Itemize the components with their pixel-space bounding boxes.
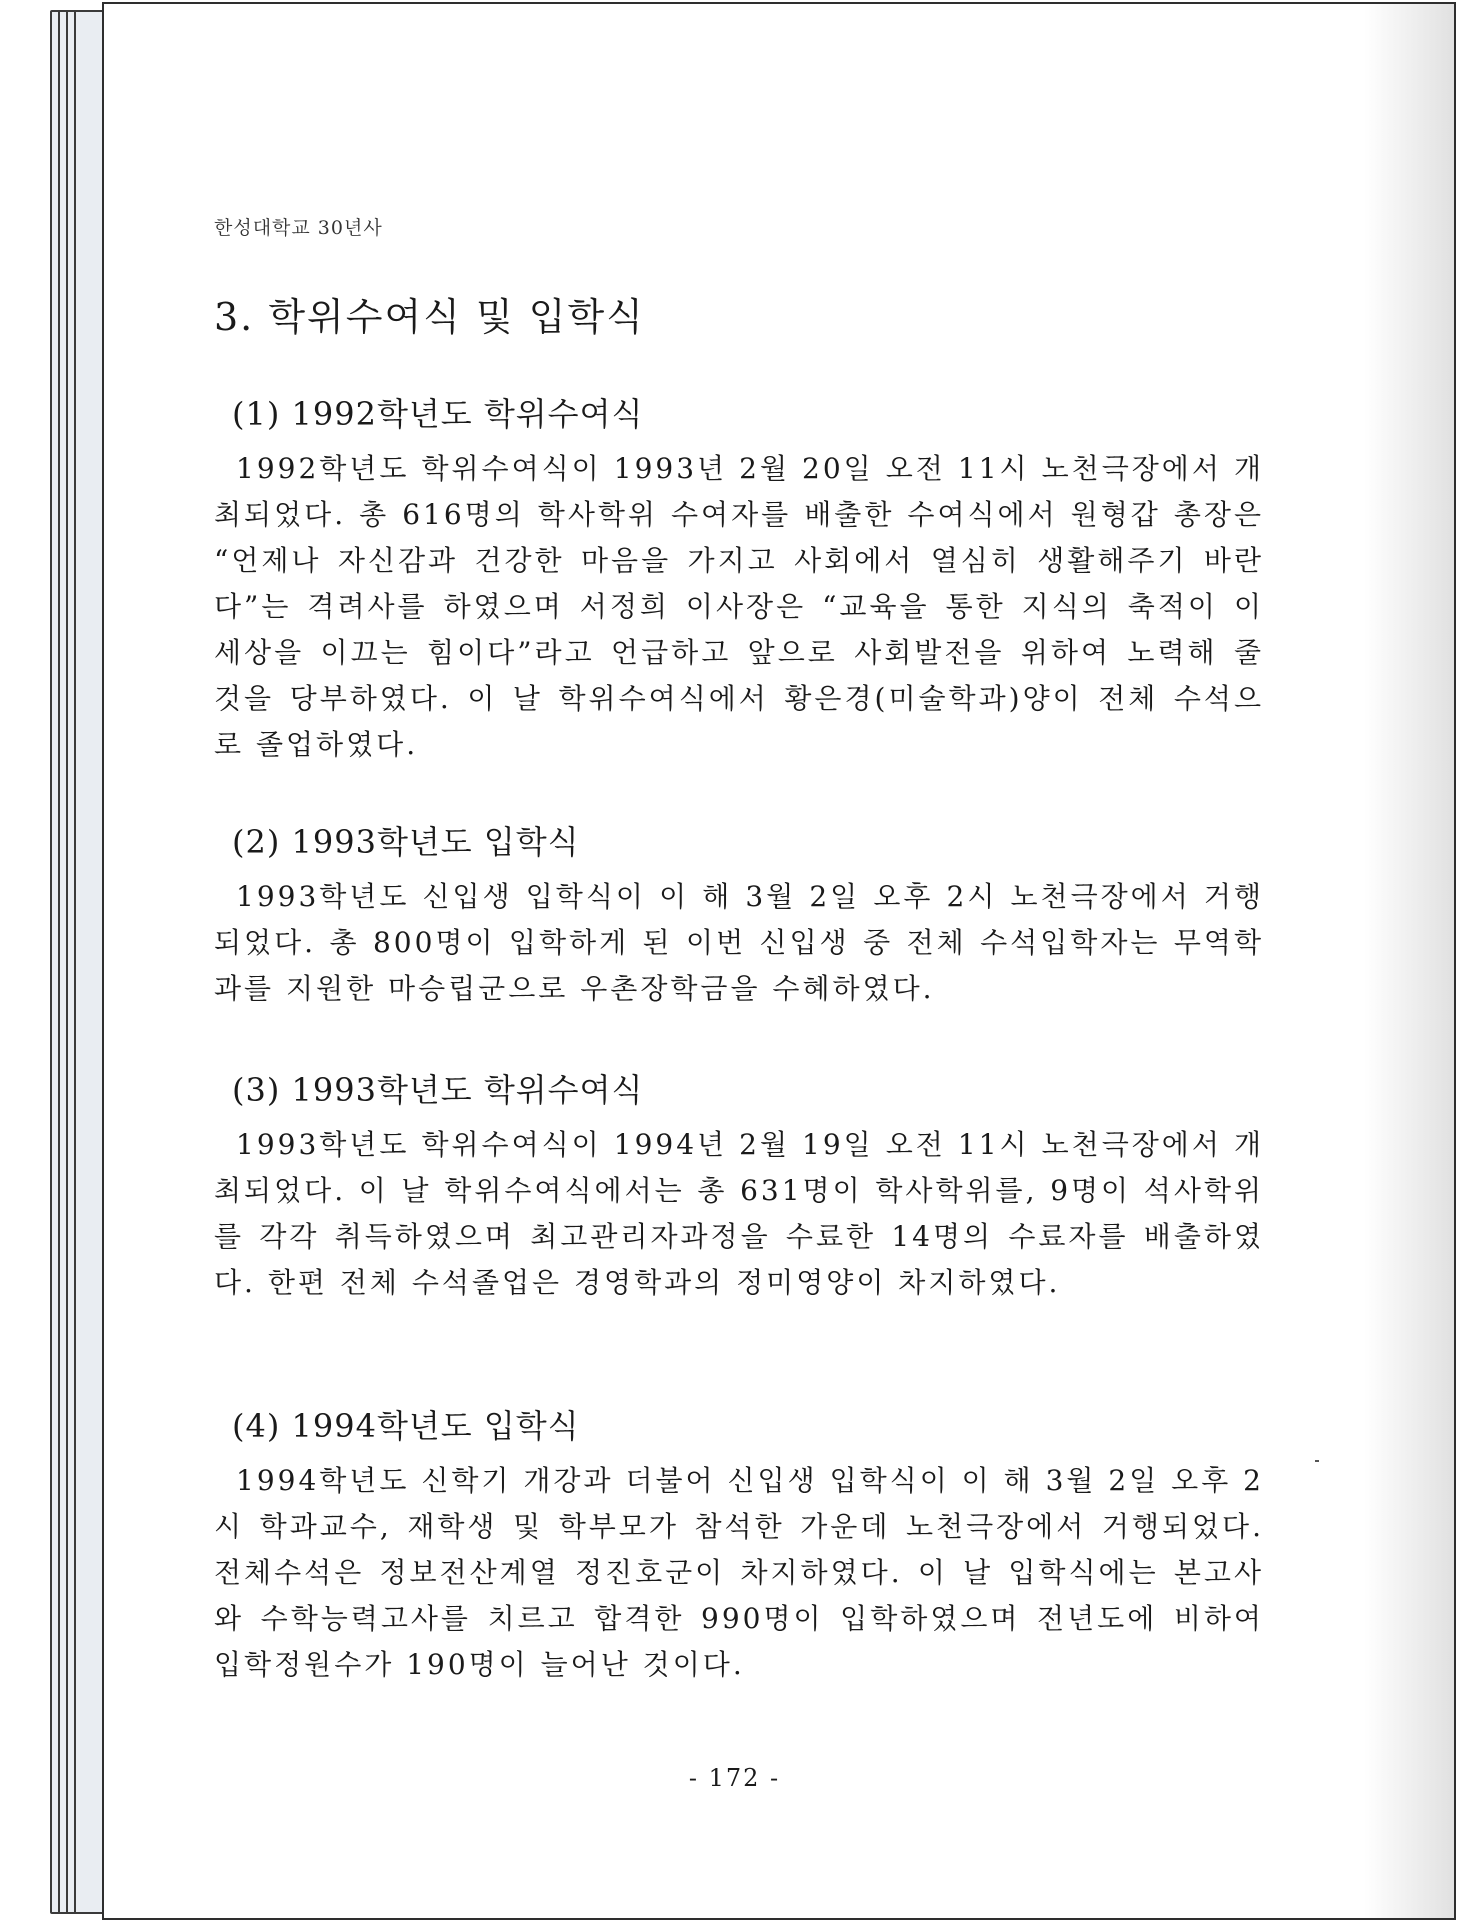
running-header: 한성대학교 30년사: [214, 217, 383, 239]
section-1994-entrance: [214, 1404, 1264, 1688]
section-1993-entrance: [214, 820, 1264, 1012]
section-body: 1992학년도 학위수여식이 1993년 2월 20일 오전 11시 노천극장에서 개최되었다. 총 616명의 학사학위 수여자를 배출한 수여식에서 원형갑 총장은 “언제나 자신감과 건강한 마음을 가지고 사회에서 열심히 생활해주기 바란다”는 격려사를 하였으며 서정희 이사장은 “교육을 통한 지식의 축적이 이 세상을 이끄는 힘이다”라고 언급하고 앞으로 사회발전을 위하여 노력해 줄 것을 당부하였다. 이 날 학위수여식에서 황은경(미술학과)양이 전체 수석으로 졸업하였다.: [214, 452, 1264, 761]
chapter-title: 3. 학위수여식 및 입학식: [214, 295, 645, 339]
book-page-edges: [50, 10, 110, 1910]
section-1992-graduation: [214, 392, 1264, 768]
section-heading: (1) 1992학년도 학위수여식: [232, 395, 644, 433]
page-shadow: [1364, 4, 1454, 1918]
section-body: 1993학년도 신입생 입학식이 이 해 3월 2일 오후 2시 노천극장에서 거행되었다. 총 800명이 입학하게 된 이번 신입생 중 전체 수석입학자는 무역학과를 지원한 마승립군으로 우촌장학금을 수혜하였다.: [214, 880, 1264, 1005]
section-heading: (2) 1993학년도 입학식: [232, 823, 580, 861]
section-1993-graduation: [214, 1068, 1264, 1306]
section-body: 1993학년도 학위수여식이 1994년 2월 19일 오전 11시 노천극장에서 개최되었다. 이 날 학위수여식에서는 총 631명이 학사학위를, 9명이 석사학위를 각각 취득하였으며 최고관리자과정을 수료한 14명의 수료자를 배출하였다. 한편 전체 수석졸업은 경영학과의 정미영양이 차지하였다.: [214, 1128, 1264, 1299]
section-heading: (3) 1993학년도 학위수여식: [232, 1071, 644, 1109]
section-body: 1994학년도 신학기 개강과 더불어 신입생 입학식이 이 해 3월 2일 오후 2시 학과교수, 재학생 및 학부모가 참석한 가운데 노천극장에서 거행되었다. 전체수석은 정보전산계열 정진호군이 차지하였다. 이 날 입학식에는 본고사와 수학능력고사를 치르고 합격한 990명이 입학하였으며 전년도에 비하여 입학정원수가 190명이 늘어난 것이다.: [214, 1464, 1264, 1681]
scan-speck: [1315, 1460, 1319, 1462]
page-number: - 172 -: [688, 1764, 781, 1792]
section-heading: (4) 1994학년도 입학식: [232, 1407, 580, 1445]
